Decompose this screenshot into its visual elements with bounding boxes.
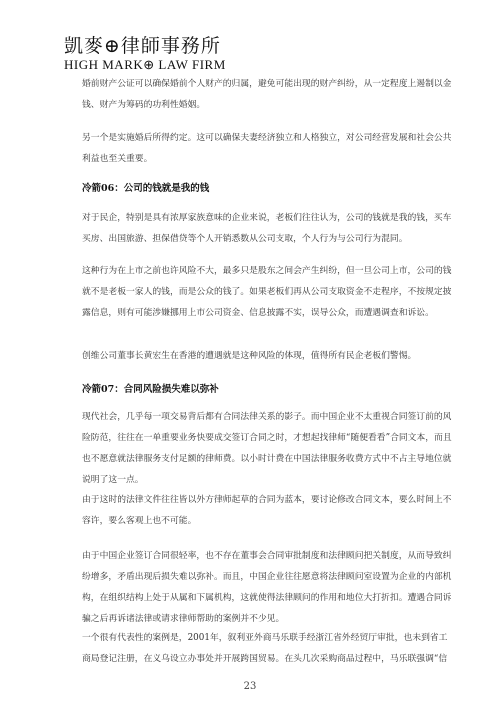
paragraph-foreign-draft: 由于这时的法律文件往往皆以外方律师起草的合同为蓝本，要讨论修改合同文本，要么时间上不容许，要么客观上也不可能。 bbox=[82, 495, 452, 526]
paragraph-listing-risk: 这种行为在上市之前也许风险不大，最多只是股东之间会产生纠纷，但一旦公司上市，公司的钱就不是老板一家人的钱，而是公众的钱了。如果老板们再从公司支取资金不走程序，不按规定披露信息，则有可能涉嫌挪用上市公司资金、信息披露不实，误导公众，而遭遇调查和诉讼。 bbox=[82, 266, 452, 318]
logo-english-name: HIGH MARK⊕ LAW FIRM bbox=[64, 57, 226, 72]
paragraph-contract-approval: 由于中国企业签订合同很轻率，也不存在董事会合同审批制度和法律顾问把关制度，从而导致纠纷增多，矛盾出现后损失难以弥补。而且，中国企业往往愿意将法律顾问室设置为企业的内部机构，在组织结构上处于从属和下属机构，这就使得法律顾问的作用和地位大打折扣。遭遇合同诉骗之后再诉诸法律或请求律师帮助的案例并不少见。 bbox=[82, 551, 452, 624]
section-heading-07: 冷箭07：合同风险损失难以弥补 bbox=[82, 384, 219, 395]
paragraph-representative-case: 一个很有代表性的案例是，2001年，叙利亚外商马乐联手经浙江省外经贸厅审批，也未到省工商局登记注册，在义乌设立办事处并开展跨国贸易。在头几次采购商品过程中，马乐联强调“信 bbox=[82, 633, 448, 664]
paragraph-postnup-agreement: 另一个是实施婚后所得约定。这可以确保夫妻经济独立和人格独立，对公司经营发展和社会公共利益也至关重要。 bbox=[82, 133, 452, 164]
logo-chinese-name: 凱麥⊕律師事務所 bbox=[64, 35, 221, 57]
paragraph-prenup-notarization: 婚前财产公证可以确保婚前个人财产的归属，避免可能出现的财产纠纷，从一定程度上遏制以金钱、财产为筹码的功利性婚姻。 bbox=[82, 79, 452, 110]
paragraph-skyworth-case: 创维公司董事长黄宏生在香港的遭遇就是这种风险的体现，值得所有民企老板们警惕。 bbox=[82, 351, 417, 361]
firm-logo bbox=[64, 36, 226, 73]
section-heading-06: 冷箭06：公司的钱就是我的钱 bbox=[82, 183, 210, 194]
paragraph-contract-relations: 现代社会，几乎每一项交易背后都有合同法律关系的影子。而中国企业不太重视合同签订前的风险防范，往往在一单重要业务快要成交签订合同之时，才想起找律师“随便看看”合同文本，而且也不愿意就法律服务支付足额的律师费。以小时计费在中国法律服务收费方式中不占主导地位就说明了这一点。 bbox=[82, 412, 452, 485]
page-number: 23 bbox=[243, 681, 257, 692]
paragraph-company-money: 对于民企，特别是具有浓厚家族意味的企业来说，老板们往往认为，公司的钱就是我的钱，买车买房、出国旅游、担保借贷等个人开销悉数从公司支取，个人行为与公司行为混同。 bbox=[82, 213, 452, 244]
